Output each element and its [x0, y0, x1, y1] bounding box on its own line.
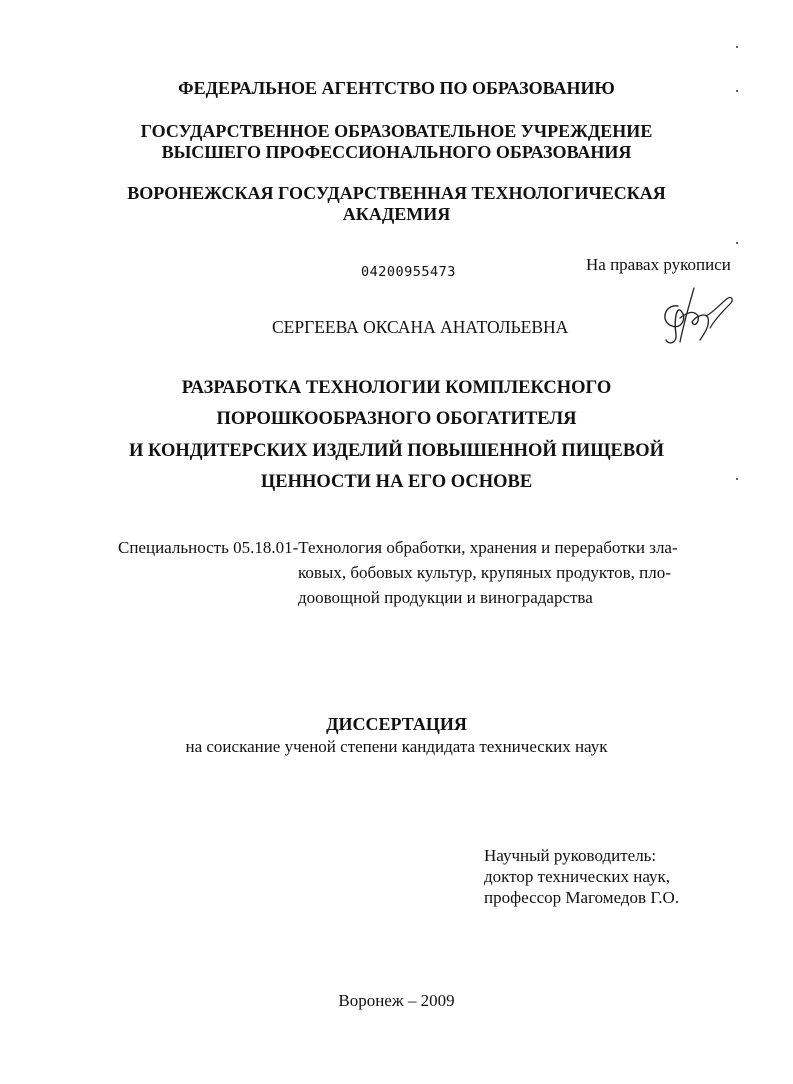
degree-line: на соискание ученой степени кандидата технических наук [185, 737, 608, 756]
scan-speck [736, 46, 738, 48]
specialty-line-3: доовощной продукции и виноградарства [298, 588, 593, 607]
work-type-heading: ДИССЕРТАЦИЯ [326, 714, 467, 734]
title-line-1: РАЗРАБОТКА ТЕХНОЛОГИИ КОМПЛЕКСНОГО [181, 378, 612, 398]
title-line-2: ПОРОШКООБРАЗНОГО ОБОГАТИТЕЛЯ [216, 409, 577, 429]
specialty-line-1: Специальность 05.18.01-Технология обработки, хранения и переработки зла- [118, 538, 678, 557]
place-year: Воронеж – 2009 [338, 991, 455, 1010]
specialty-line-2: ковых, бобовых культур, крупяных продуктов, пло- [298, 563, 671, 582]
author-name: СЕРГЕЕВА ОКСАНА АНАТОЛЬЕВНА [272, 317, 569, 337]
scan-speck [736, 242, 738, 244]
institution-line-1: ГОСУДАРСТВЕННОЕ ОБРАЗОВАТЕЛЬНОЕ УЧРЕЖДЕНИЕ [140, 121, 653, 141]
title-line-4: ЦЕННОСТИ НА ЕГО ОСНОВЕ [260, 472, 533, 492]
supervisor-degree: доктор технических наук, [484, 867, 671, 886]
academy-line-2: АКАДЕМИЯ [342, 204, 451, 224]
institution-line-2: ВЫСШЕГО ПРОФЕССИОНАЛЬНОГО ОБРАЗОВАНИЯ [161, 142, 632, 162]
academy-line-1: ВОРОНЕЖСКАЯ ГОСУДАРСТВЕННАЯ ТЕХНОЛОГИЧЕСКАЯ [127, 183, 666, 203]
supervisor-label: Научный руководитель: [484, 846, 657, 865]
agency-heading: ФЕДЕРАЛЬНОЕ АГЕНТСТВО ПО ОБРАЗОВАНИЮ [178, 78, 615, 98]
signature-image [650, 282, 742, 352]
supervisor-name: профессор Магомедов Г.О. [484, 888, 680, 907]
manuscript-rights-note: На правах рукописи [586, 255, 731, 274]
registration-number: 04200955473 [361, 264, 456, 280]
title-line-3: И КОНДИТЕРСКИХ ИЗДЕЛИЙ ПОВЫШЕННОЙ ПИЩЕВОЙ [129, 441, 664, 461]
